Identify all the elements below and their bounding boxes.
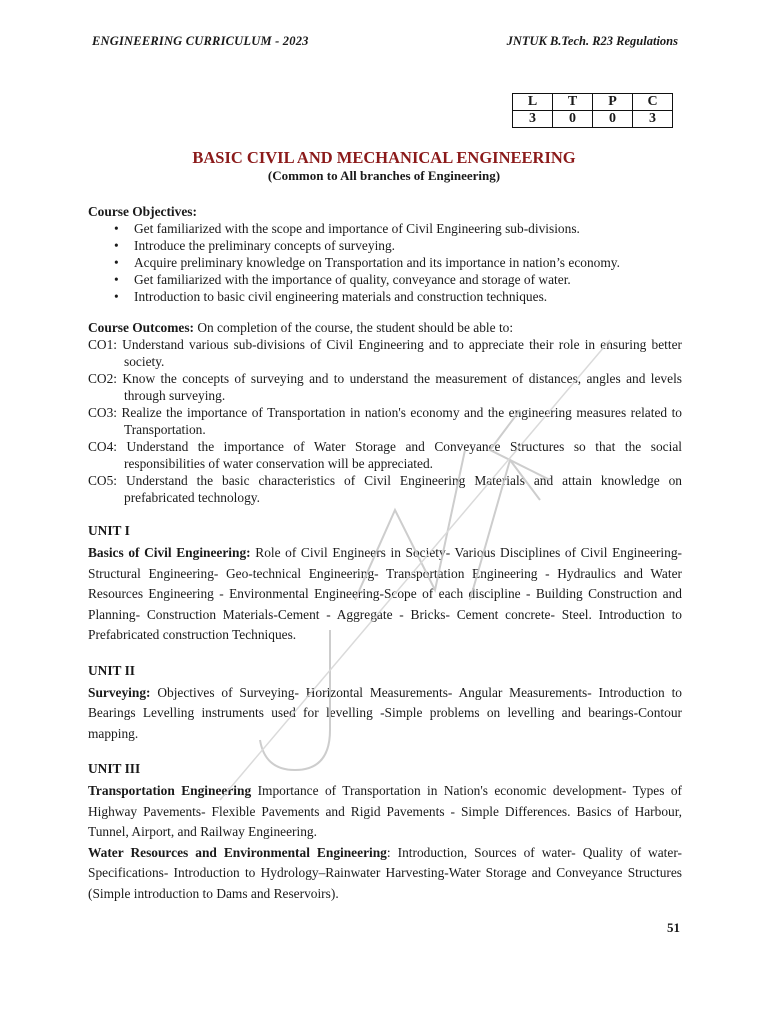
course-content bbox=[88, 203, 682, 904]
objectives-heading: Course Objectives: bbox=[88, 204, 197, 219]
bullet-icon: • bbox=[114, 221, 119, 236]
outcomes-intro-line bbox=[88, 319, 682, 336]
unit-2-body bbox=[88, 683, 682, 745]
ltpc-header-cell: T bbox=[553, 94, 593, 111]
unit-3-lead-2: Water Resources and Environmental Engineering bbox=[88, 844, 387, 860]
ltpc-value-cell: 3 bbox=[513, 111, 553, 128]
outcome-item: CO3: Realize the importance of Transportation in nation's economy and the engineering measures related to Transportation. bbox=[88, 405, 682, 437]
objective-item: • Acquire preliminary knowledge on Transportation and its importance in nation’s economy. bbox=[114, 255, 620, 270]
unit-3-lead-1: Transportation Engineering bbox=[88, 783, 252, 798]
ltpc-value-cell: 3 bbox=[633, 111, 673, 128]
ltpc-table bbox=[512, 93, 673, 128]
outcome-item: CO5: Understand the basic characteristics of Civil Engineering Materials and attain knowledge on prefabricated technology. bbox=[88, 473, 682, 505]
ltpc-value-cell: 0 bbox=[553, 111, 593, 128]
unit-2-text: Objectives of Surveying- Horizontal Measurements- Angular Measurements- Introduction to Bearings Levelling instruments used for levelling -Simple problems on levelling and bearings-Contour mapping. bbox=[88, 684, 682, 741]
bullet-icon: • bbox=[114, 289, 119, 304]
ltpc-value-row bbox=[513, 111, 673, 128]
unit-3-title: UNIT III bbox=[88, 761, 141, 776]
ltpc-header-cell: L bbox=[513, 94, 553, 111]
unit-3-text-1: Importance of Transportation in Nation's economic development- Types of Highway Pavements- Flexible Pavements and Rigid Pavements - Simple Differences. Basics of Harbour, Tunnel, Airport, and Railway Engineering. bbox=[88, 783, 682, 839]
course-subtitle: (Common to All branches of Engineering) bbox=[267, 168, 501, 183]
unit-2-lead: Surveying: bbox=[88, 684, 151, 700]
unit-2-title: UNIT II bbox=[88, 662, 136, 678]
unit-1-lead: Basics of Civil Engineering: bbox=[88, 545, 251, 560]
unit-1-text: Role of Civil Engineers in Society- Various Disciplines of Civil Engineering- Structural Engineering- Geo-technical Engineering- Transportation Engineering - Hydraulics and Water Resources Engineering - Environmental Engineering-Scope of each discipline - Building Construction and Planning- Construction Materials-Cement - Aggregate - Bricks- Cement concrete- Steel. Introduction to Prefabricated construction Techniques. bbox=[88, 545, 682, 642]
outcomes-heading: Course Outcomes: bbox=[88, 320, 194, 335]
objective-item: • Introduce the preliminary concepts of surveying. bbox=[114, 238, 396, 253]
objective-item: • Introduction to basic civil engineering materials and construction techniques. bbox=[114, 289, 548, 304]
outcome-item: CO4: Understand the importance of Water Storage and Conveyance Structures so that the social responsibilities of water conservation will be appreciated. bbox=[88, 439, 682, 471]
bullet-icon: • bbox=[114, 272, 119, 287]
unit-3-body bbox=[88, 781, 682, 843]
unit-3-body-2 bbox=[88, 843, 682, 905]
objectives-list bbox=[88, 220, 682, 305]
unit-1-body bbox=[88, 543, 682, 646]
outcome-item: CO2: Know the concepts of surveying and to understand the measurement of distances, angles and levels through surveying. bbox=[88, 371, 682, 403]
ltpc-header-cell: P bbox=[593, 94, 633, 111]
ltpc-value-cell: 0 bbox=[593, 111, 633, 128]
unit-3-text-2: : Introduction, Sources of water- Quality of water- Specifications- Introduction to Hydrology–Rainwater Harvesting-Water Storage and Conveyance Structures (Simple introduction to Dams and Reservoirs). bbox=[88, 844, 682, 901]
page-number: 51 bbox=[667, 920, 680, 935]
objective-item: • Get familiarized with the scope and importance of Civil Engineering sub-divisions. bbox=[114, 221, 580, 236]
running-header-right: JNTUK B.Tech. R23 Regulations bbox=[506, 34, 678, 48]
bullet-icon: • bbox=[114, 238, 119, 253]
course-title: BASIC CIVIL AND MECHANICAL ENGINEERING bbox=[192, 148, 576, 167]
ltpc-header-row bbox=[513, 94, 673, 111]
outcomes-section bbox=[88, 319, 682, 506]
objective-item: • Get familiarized with the importance of quality, conveyance and storage of water. bbox=[114, 272, 571, 287]
running-header-left: ENGINEERING CURRICULUM - 2023 bbox=[92, 34, 309, 48]
bullet-icon: • bbox=[114, 255, 119, 270]
outcome-item: CO1: Understand various sub-divisions of Civil Engineering and to appreciate their role in ensuring better society. bbox=[88, 337, 682, 369]
unit-1-title: UNIT I bbox=[88, 523, 130, 538]
outcomes-intro: On completion of the course, the student should be able to: bbox=[194, 320, 514, 335]
ltpc-header-cell: C bbox=[633, 94, 673, 111]
